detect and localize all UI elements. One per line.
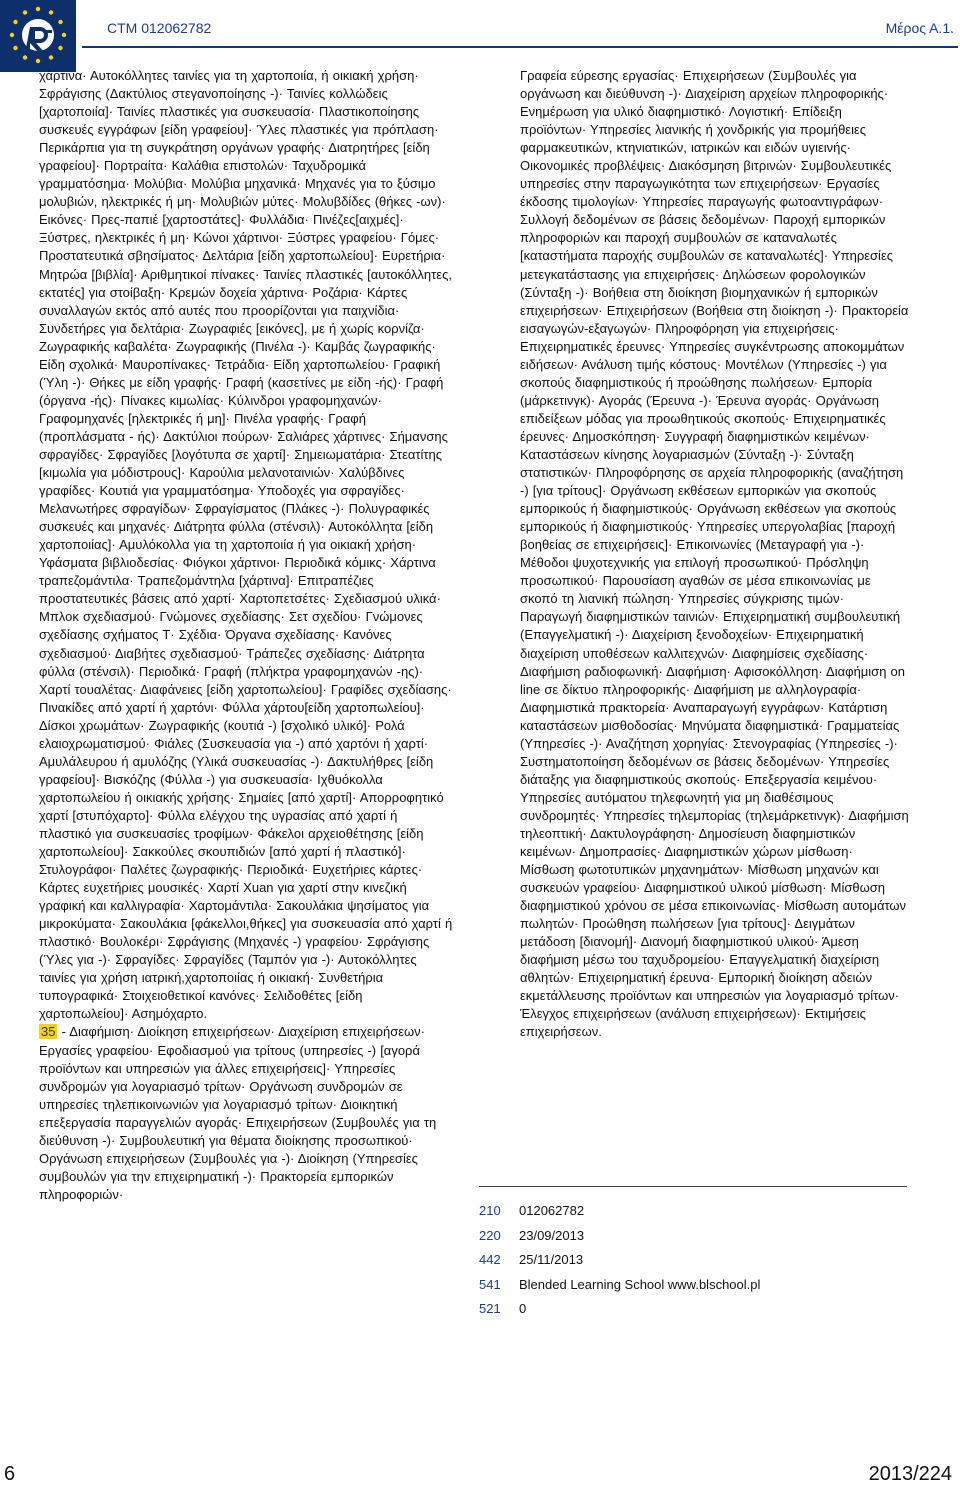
metadata-code: 220 [479, 1227, 501, 1243]
page-header [0, 0, 960, 72]
metadata-row [479, 1199, 760, 1224]
bulletin-issue: 2013/224 [868, 1463, 952, 1485]
goods-text: χάρτινα· Αυτοκόλλητες ταινίες για τη χαρτοποιία, ή οικιακή χρήση· Σφράγισης (Δακτύλιος στεγανοποίησης -)· Ταινίες κολλώδεις [χαρτοποιία]· Ταινίες πλαστικές για συσκευασία· Πλαστικοποίησης συσκευές εγγράφων [είδη γραφείου]· Ύλες πλαστικές για πρόπλαση· Περικάρπια για τη συγκράτηση οργάνων γραφής· Διατρητήρες [είδη γραφείου]· Πορτραίτα· Καλάθια επιστολών· Ταχυδρομικά γραμματόσημα· Μολύβια· Μολύβια μηχανικά· Μηχανές για το ξύσιμο μολυβιών, ηλεκτρικές ή μη· Μολυβιών μύτες· Μολυβδίδες (θήκες -ων)· Εικόνες· Πρες-παπιέ [χαρτοστάτες]· Φυλλάδια· Πινέζες[αιχμές]· Ξύστρες, ηλεκτρικές ή μη· Κώνοι χάρτινοι· Ξύστρες γραφείου· Γόμες· Προστατευτικά σβησίματος· Δελτάρια [είδη χαρτοπωλείου]· Ευρετήρια· Μητρώα [βιβλία]· Αριθμητικοί πίνακες· Ταινίες πλαστικές [αυτοκόλλητες, εκτατές] για στοίβαξη· Κρεμών δοχεία χάρτινα· Ροζάρια· Κάρτες συναλλαγών εκτός από αυτές που προορίζονται για παιχνίδια· Συνδετήρες για δελτάρια· Ζωγραφιές [εικόνες], με ή χωρίς κορνίζα· Ζωγραφικής καβαλέτα· Ζωγραφικής (Πινέλα -)· Καμβάς ζωγραφικής· Είδη σχολικά· Μαυροπίνακες· Τετράδια· Είδη χαρτοπωλείου· Γραφική (Ύλη -)· Θήκες με είδη γραφής· Γραφή (κασετίνες με είδη -ής)· Γραφή (όργανα -ής)· Πίνακες κιμωλίας· Κύλινδροι γραφομηχανών· Γραφομηχανές [ηλεκτρικές ή μη]· Πινέλα γραφής· Γραφή (προπλάσματα - ής)· Δακτύλιοι πούρων· Σαλιάρες χάρτινες· Σήμανσης σφραγίδες· Σφραγίδες [λογότυπα σε χαρτί]· Σημειωματάρια· Στεατίτης [κιμωλία για μόδιστρους]· Καρούλια μελανοταινιών· Χαλύβδινες γραφίδες· Κουτιά για γραμματόσημα· Υποδοχές για σφραγίδες· Μελανωτήρες σφραγίδων· Σφραγίσματος (Πλάκες -)· Πολυγραφικές συσκευές και μηχανές· Διάτρητα φύλλα (στένσιλ)· Αυτοκόλλητα [είδη χαρτοποιίας]· Αμυλόκολλα για τη χαρτοποιία ή για οικιακή χρήση· Υφάσματα βιβλιοδεσίας· Φιόγκοι χάρτινοι· Περιοδικά κόμικς· Χάρτινα τραπεζομάντιλα· Τραπεζομάντηλα [χάρτινα]· Επιτραπέζιες προστατευτικές βάσεις από χαρτί· Χαρτοπετσέτες· Σχεδιασμού υλικά· Μπλοκ σχεδιασμού· Γνώμονες σχεδίασης· Σετ σχεδίου· Γνώμονες σχεδίασης σχήματος Τ· Σχέδια· Όργανα σχεδίασης· Κανόνες σχεδιασμού· Διαβήτες σχεδιασμού· Τράπεζες σχεδίασης· Διάτρητα φύλλα (στένσιλ)· Περιοδικά· Γραφή (πλήκτρα γραφομηχανών -ης)· Χαρτί τουαλέτας· Διαφάνειες [είδη χαρτοπωλείου]· Γραφίδες σχεδίασης· Πινακίδες από χαρτί ή χαρτόνι· Φύλλα χάρτου[είδη χαρτοπωλείου]· Δίσκοι χρωμάτων· Ζωγραφικής (κουτιά -) [σχολικό υλικό]· Ρολά ελαιοχρωματισμού· Φιάλες (Συσκευασία για -) από χαρτόνι ή χαρτί· Αμυλάλευρου ή αμυλόζης (Υλικά συσκευασίας -)· Δακτυλήθρες [είδη γραφείου]· Βισκόζης (Φύλλα -) για συσκευασία· Ιχθυόκολλα χαρτοπωλείου ή οικιακής χρήσης· Σημαίες [από χαρτί]· Απορροφητικό χαρτί [στυπόχαρτο]· Φύλλα ελέγχου της υγρασίας από χαρτί ή πλαστικό για συσκευασίες τροφίμων· Φάκελοι αρχειοθέτησης [είδη χαρτοπωλείου]· Σακκούλες σκουπιδιών [από χαρτί ή πλαστικό]· Στυλογράφοι· Παλέτες ζωγραφικής· Περιοδικά· Ευχετήριες κάρτες· Κάρτες ευχετήριες μουσικές· Χαρτί Xuan για χαρτί στην κινεζική γραφική και καλλιγραφία· Χαρτομάντιλα· Σακουλάκια ψησίματος για μικροκύματα· Σακουλάκια [φάκελλοι,θήκες] για συσκευασία από χαρτί ή πλαστικό· Βουλοκέρι· Σφράγισης (Μηχανές -) γραφείου· Σφράγισης (Ύλες για -)· Σφραγίδες· Σφραγίδες (Ταμπόν για -)· Αυτοκόλλητες ταινίες για χρήση ιατρική,χαρτοποιίας ή οικιακή· Συνθετήρια τυπογραφικά· Στοιχειοθετικοί κανόνες· Σελιδοθέτες [είδη χαρτοπωλείου]· Ασημόχαρτο. [39, 68, 453, 1022]
metadata-divider [479, 1186, 907, 1187]
metadata-value: 25/11/2013 [519, 1252, 584, 1267]
class-16-goods-list [39, 67, 453, 1204]
metadata-code: 521 [479, 1301, 501, 1316]
metadata-row [479, 1224, 760, 1249]
metadata-value: 23/09/2013 [519, 1227, 585, 1243]
metadata-row [479, 1273, 760, 1298]
metadata-code: 210 [479, 1203, 501, 1218]
metadata-row [479, 1297, 760, 1322]
metadata-block [479, 1199, 760, 1322]
metadata-code: 442 [479, 1252, 501, 1267]
class-35-services-text: - Διαφήμιση· Διοίκηση επιχειρήσεων· Διαχείριση επιχειρήσεων· Εργασίες γραφείου· Εφοδιασμού για τρίτους (υπηρεσίες -) [αγορά προϊόντων και υπηρεσιών για άλλες επιχειρήσεις]· Υπηρεσίες συνδρομών για λογαριασμό τρίτων· Οργάνωση συνδρομών σε υπηρεσίες τηλεπικοινωνιών για λογαριασμό τρίτων· Διοικητική επεξεργασία παραγγελιών αγοράς· Επιχειρήσεων (Συμβουλές για τη διεύθυνση -)· Συμβουλευτική για θέματα διοίκησης προσωπικού· Οργάνωση επιχειρήσεων (Συμβουλές για -)· Διοίκηση (Υπηρεσίες συμβουλών για την επιχειρηματική -)· Πρακτορεία εμπορικών πληροφοριών· [39, 1024, 437, 1202]
metadata-row [479, 1248, 760, 1273]
metadata-value: 0 [519, 1301, 527, 1316]
metadata-value: Blended Learning School www.blschool.pl [519, 1276, 761, 1292]
metadata-value: 012062782 [519, 1203, 585, 1218]
header-part-label: Μέρος Α.1. [885, 20, 954, 36]
left-column [39, 67, 453, 1204]
right-column [520, 67, 910, 1042]
class-35-services-continued: Γραφεία εύρεσης εργασίας· Επιχειρήσεων (Συμβουλές για οργάνωση και διεύθυνση -)· Διαχείριση αρχείων πληροφορικής· Ενημέρωση για υλικό διαφημιστικό· Λογιστική· Επίδειξη προϊόντων· Υπηρεσίες λιανικής ή χονδρικής για προμήθειες φαρμακευτικών, κτηνιατικών, ιατρικών και ειδών υγιεινής· Οικονομικές προβλέψεις· Διακόσμηση βιτρινών· Συμβουλευτικές υπηρεσίες στην παραγωγικότητα των επιχειρήσεων· Εργασίες έκδοσης τιμολογίων· Υπηρεσίες παραγωγής φωτοαντιγράφων· Συλλογή δεδομένων σε βάσεις δεδομένων· Παροχή εμπορικών πληροφοριών και παροχή συμβουλών σε καταναλωτές [καταστήματα παροχής συμβουλών σε καταναλωτές]· Υπηρεσίες μετεγκατάστασης για επιχειρήσεις· Δηλώσεων φορολογικών (Σύνταξη -)· Βοήθεια στη διοίκηση βιομηχανικών ή εμπορικών επιχειρήσεων· Επιχειρήσεων (Βοήθεια στη διοίκηση -)· Πρακτορεία εισαγωγών-εξαγωγών· Πληροφόρηση για επιχειρήσεις· Επιχειρηματικές έρευνες· Υπηρεσίες συγκέντρωσης αποκομμάτων ειδήσεων· Ανάλυση τιμής κόστους· Μοντέλων (Υπηρεσίες -) για σκοπούς διαφημιστικούς ή προώθησης πωλήσεων· Εμπορία (μάρκετινγκ)· Αγοράς (Έρευνα -)· Έρευνα αγοράς· Οργάνωση επιδείξεων μόδας για προωθητικούς σκοπούς· Επιχειρηματικές έρευνες· Δημοσκόπηση· Συγγραφή διαφημιστικών κειμένων· Καταστάσεων κίνησης λογαριασμών (Σύνταξη -)· Σύνταξη στατιστικών· Πληροφόρησης σε αρχεία πληροφορικής (αναζήτηση -) [για τρίτους]· Οργάνωση εκθέσεων εμπορικών για σκοπούς εμπορικούς ή διαφημιστικούς· Οργάνωση εκθέσεων για σκοπούς εμπορικούς ή διαφημιστικούς· Υπηρεσίες υπεργολαβίας [παροχή βοηθείας σε επιχειρήσεις]· Επικοινωνίες (Μεταγραφή για -)· Μέθοδοι ψυχοτεχνικής για επιλογή προσωπικού· Πρόσληψη προσωπικού· Παρουσίαση αγαθών σε μέσα επικοινωνίας με σκοπό τη λιανική πώληση· Υπηρεσίες σύγκρισης τιμών· Παραγωγή διαφημιστικών ταινιών· Επιχειρηματική συμβουλευτική (Επαγγελματική -)· Διαχείριση ξενοδοχείων· Επιχειρηματική διαχείριση υποθέσεων καλλιτεχνών· Διαφημίσεις σχεδίασης· Διαφήμιση ραδιοφωνική· Διαφήμιση· Αφισοκόλληση· Διαφήμιση on line σε δίκτυο πληροφορικής· Διαφήμιση με αλληλογραφία· Διαφημιστικά πρακτορεία· Αναπαραγωγή εγγράφων· Κατάρτιση καταστάσεων μισθοδοσίας· Μηνύματα διαφημιστικά· Γραμματείας (Υπηρεσίες -)· Αναζήτηση χορηγίας· Στενογραφίας (Υπηρεσίες -)· Συστηματοποίηση δεδομένων σε βάσεις δεδομένων· Υπηρεσίες διάταξης για διαφημιστικούς σκοπούς· Επεξεργασία κειμένου· Υπηρεσίες αυτόματου τηλεφωνητή για μη διαθέσιμους συνδρομητές· Υπηρεσίες τηλεμπορίας (τηλεμάρκετινγκ)· Διαφήμιση τηλεοπτική· Δακτυλογράφηση· Δημοσίευση διαφημιστικών κειμένων· Δημοπρασίες· Διαφημιστικών χώρων μίσθωση· Μίσθωση φωτοτυπικών μηχανημάτων· Μίσθωση μηχανών και συσκευών γραφείου· Διαφημιστικού υλικού μίσθωση· Μίσθωση διαφημιστικού χρόνου σε μέσα επικοινωνίας· Μίσθωση αυτομάτων πωλητών· Προώθηση πωλήσεων [για τρίτους]· Δειγμάτων μετάδοση [διανομή]· Διανομή διαφημιστικού υλικού· Άμεση διαφήμιση μέσω του ταχυδρομείου· Επαγγελματική διαχείριση αθλητών· Επιχειρηματική έρευνα· Εμπορική διοίκηση αδειών εκμετάλλευσης προϊόντων και υπηρεσιών για λογαριασμό τρίτων· Έλεγχος επιχειρήσεων (ανάλυση επιχειρήσεων)· Εκτιμήσεις επιχειρήσεων. [520, 68, 909, 1040]
header-ctm-code: CTM 012062782 [107, 20, 212, 36]
metadata-code: 541 [479, 1276, 501, 1292]
page-number: 6 [4, 1463, 16, 1485]
eu-trademark-logo [0, 0, 76, 72]
header-rule [82, 46, 958, 48]
class-number-badge: 35 [41, 1024, 56, 1040]
